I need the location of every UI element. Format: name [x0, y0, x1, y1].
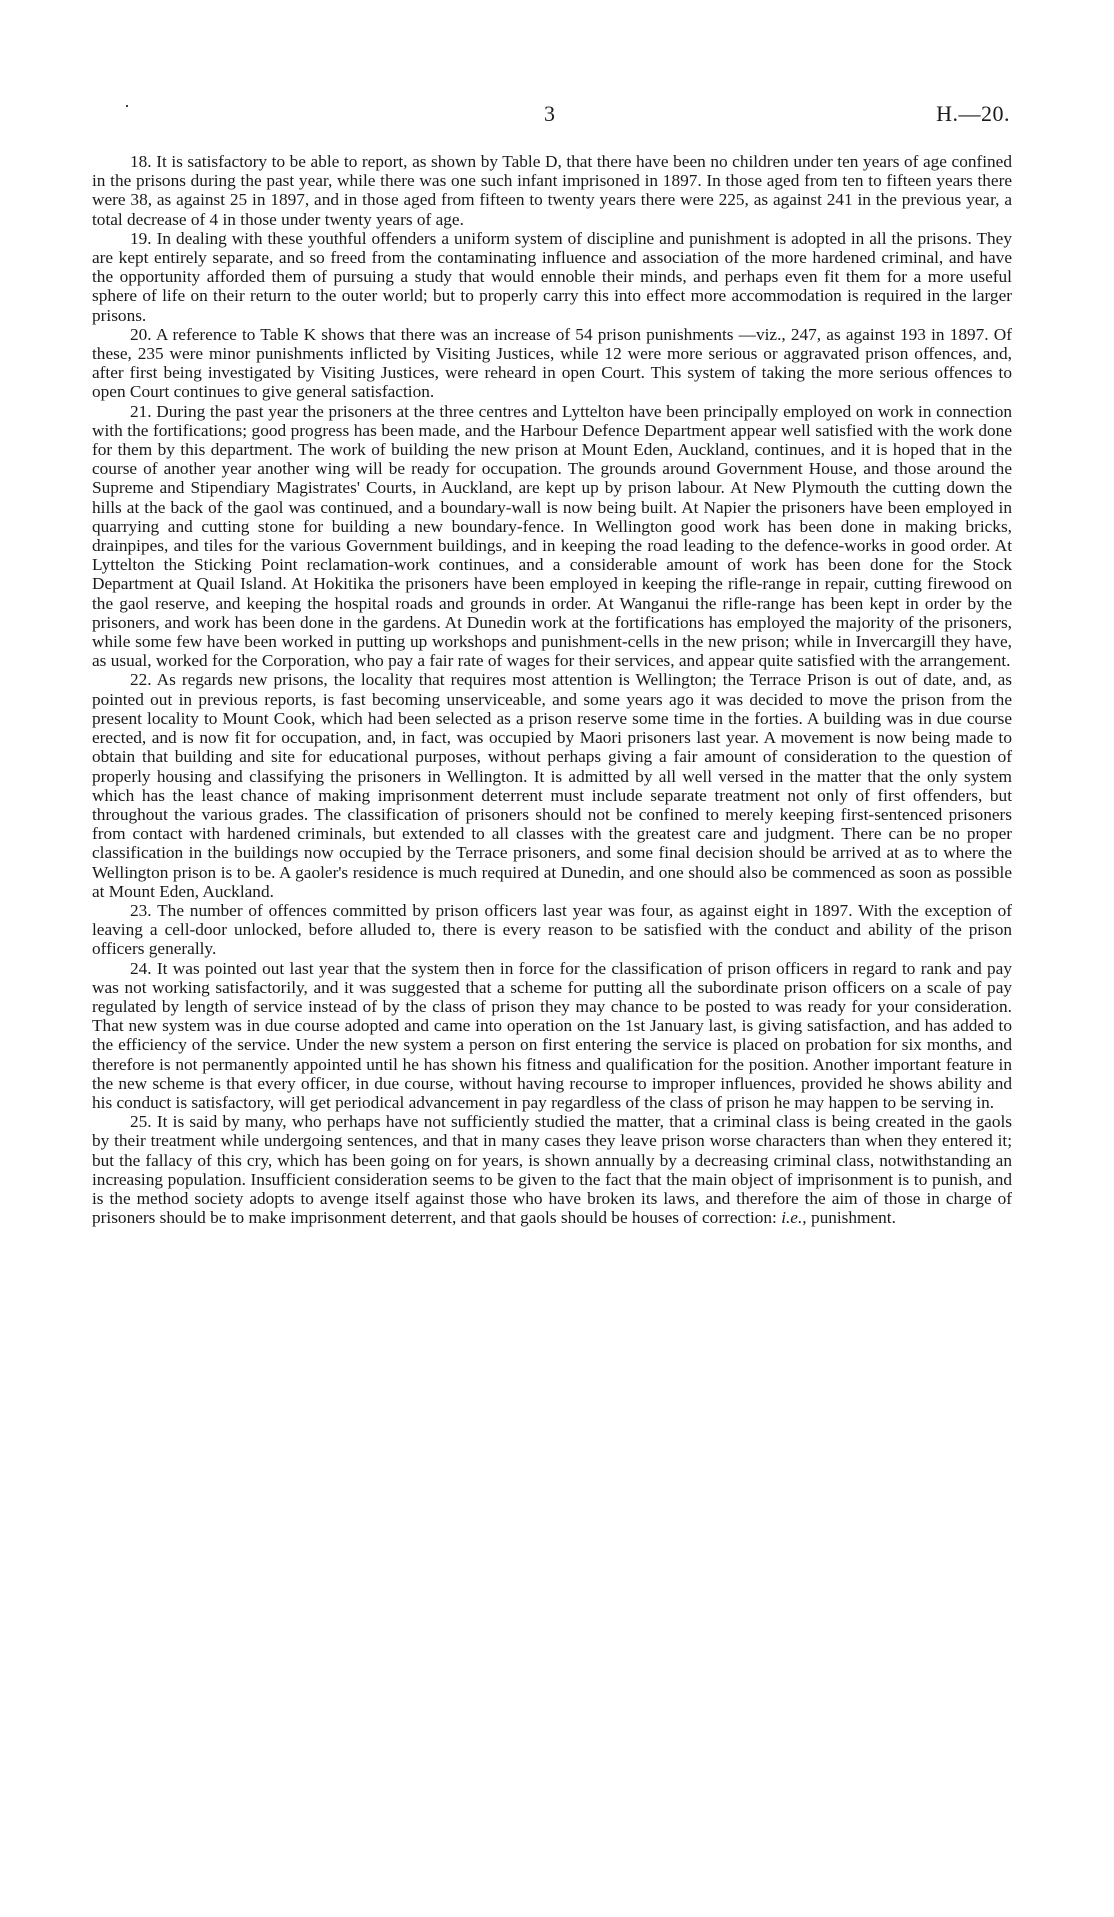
paragraph-text: During the past year the prisoners at the three centres and Lyttelton have been principally employed on work in connection with the fortifications; good progress has been made, and the Harbour Defence Department appear well satisfied with the work done for them by this department. The work of building the new prison at Mount Eden, Auckland, continues, and it is hoped that in the course of another year another wing will be ready for occupation. The grounds around Government House, and those around the Supreme and Stipendiary Magistrates' Courts, in Auckland, are kept up by prison labour. At New Plymouth the cutting down the hills at the back of the gaol was continued, and a boundary-wall is now being built. At Napier the prisoners have been employed in quarrying and cutting stone for building a new boundary-fence. In Wellington good work has been done in making bricks, drainpipes, and tiles for the various Government buildings, and in keeping the road leading to the defence-works in good order. At Lyttelton the Sticking Point reclamation-work continues, and a considerable amount of work has been done for the Stock Department at Quail Island. At Hokitika the prisoners have been employed in keeping the rifle-range in repair, cutting firewood on the gaol reserve, and keeping the hospital roads and grounds in order. At Wanganui the rifle-range has been kept in order by the prisoners, and work has been done in the gardens. At Dunedin work at the fortifications has employed the majority of the prisoners, while some few have been worked in putting up workshops and punishment-cells in the new prison; while in Invercargill they have, as usual, worked for the Corporation, who pay a fair rate of wages for their services, and appear quite satisfied with the arrangement.: [92, 401, 1012, 671]
paragraph-text: It is said by many, who perhaps have not sufficiently studied the matter, that a criminal class is being created in the gaols by their treatment while undergoing sentences, and that in many cases they leave prison worse characters than when they entered it; but the fallacy of this cry, which has been going on for years, is shown annually by a decreasing criminal class, notwithstanding an increasing population. Insufficient consideration seems to be given to the fact that the main object of imprisonment is to punish, and is the method society adopts to avenge itself against those who have broken its laws, and therefore the aim of those in charge of prisoners should be to make imprisonment deterrent, and that gaols should be houses of correction:: [92, 1112, 1012, 1228]
paragraph-italic-abbrev: i.e.,: [781, 1208, 807, 1228]
page-number: 3: [544, 101, 555, 126]
report-body: [92, 152, 1012, 1227]
paragraph-23: [92, 901, 1012, 959]
paragraph-text: As regards new prisons, the locality that requires most attention is Wellington; the Terrace Prison is out of date, and, as pointed out in previous reports, is fast becoming unserviceable, and some years ago it was decided to move the prison from the present locality to Mount Cook, which had been selected as a prison reserve some time in the forties. A building was in due course erected, and is now fit for occupation, and, in fact, was occupied by Maori prisoners last year. A movement is now being made to obtain that building and site for educational purposes, without perhaps giving a fair amount of consideration to the question of properly housing and classifying the prisoners in Wellington. It is admitted by all well versed in the matter that the only system which has the least chance of making imprisonment deterrent must include separate treatment not only of first offenders, but throughout the various grades. The classification of prisoners should not be confined to merely keeping first-sentenced prisoners from contact with hardened criminals, but extended to all classes with the greatest care and judgment. There can be no proper classification in the buildings now occupied by the Terrace prisoners, and some final decision should be arrived at as to where the Wellington prison is to be. A gaoler's residence is much required at Dunedin, and one should also be commenced as soon as possible at Mount Eden, Auckland.: [92, 670, 1012, 901]
paragraph-24: [92, 959, 1012, 1113]
paragraph-number: 19.: [130, 228, 152, 248]
header-dot: ·: [124, 96, 130, 116]
paragraph-number: 24.: [130, 958, 152, 978]
paragraph-18: [92, 152, 1012, 229]
paragraph-number: 25.: [130, 1112, 152, 1132]
paragraph-tail: punishment.: [806, 1208, 896, 1228]
paragraph-20: [92, 325, 1012, 402]
paragraph-22: [92, 670, 1012, 900]
paragraph-25: [92, 1112, 1012, 1227]
paragraph-number: 18.: [130, 152, 152, 171]
paragraph-number: 20.: [130, 324, 152, 344]
paragraph-19: [92, 229, 1012, 325]
document-reference: H.—20.: [936, 101, 1010, 126]
paragraph-number: 21.: [130, 401, 152, 421]
paragraph-text: It is satisfactory to be able to report, as shown by Table D, that there have been no children under ten years of age confined in the prisons during the past year, while there was one such infant imprisoned in 1897. In those aged from ten to fifteen years there were 38, as against 25 in 1897, and in those aged from fifteen to twenty years there were 225, as against 241 in the previous year, a total decrease of 4 in those under twenty years of age.: [92, 152, 1012, 229]
paragraph-21: [92, 402, 1012, 671]
paragraph-number: 22.: [130, 670, 152, 690]
paragraph-text: It was pointed out last year that the system then in force for the classification of prison officers in regard to rank and pay was not working satisfactorily, and it was suggested that a scheme for putting all the subordinate prison officers on a scale of pay regulated by length of service instead of by the class of prison they may chance to be posted to was ready for your consideration. That new system was in due course adopted and came into operation on the 1st January last, is giving satisfaction, and has added to the efficiency of the service. Under the new system a person on first entering the service is placed on probation for six months, and therefore is not permanently appointed until he has shown his fitness and qualification for the position. Another important feature in the new scheme is that every officer, in due course, without having recourse to improper influences, provided he shows ability and his conduct is satisfactory, will get periodical advancement in pay regardless of the class of prison he may happen to be serving in.: [92, 958, 1012, 1112]
paragraph-text: The number of offences committed by prison officers last year was four, as against eight in 1897. With the exception of leaving a cell-door unlocked, before alluded to, there is every reason to be satisfied with the conduct and ability of the prison officers generally.: [92, 900, 1013, 959]
paragraph-number: 23.: [130, 900, 152, 920]
paragraph-text: In dealing with these youthful offenders a uniform system of discipline and punishment is adopted in all the prisons. They are kept entirely separate, and so freed from the contaminating influence and association of the more hardened criminal, and have the opportunity afforded them of pursuing a study that would ennoble their minds, and perhaps even fit them for a more useful sphere of life on their return to the outer world; but to properly carry this into effect more accommodation is required in the larger prisons.: [92, 228, 1012, 325]
paragraph-text: A reference to Table K shows that there was an increase of 54 prison punishments —viz., 247, as against 193 in 1897. Of these, 235 were minor punishments inflicted by Visiting Justices, while 12 were more serious or aggravated prison offences, and, after first being investigated by Visiting Justices, were reheard in open Court. This system of taking the more serious offences to open Court continues to give general satisfaction.: [92, 324, 1013, 402]
